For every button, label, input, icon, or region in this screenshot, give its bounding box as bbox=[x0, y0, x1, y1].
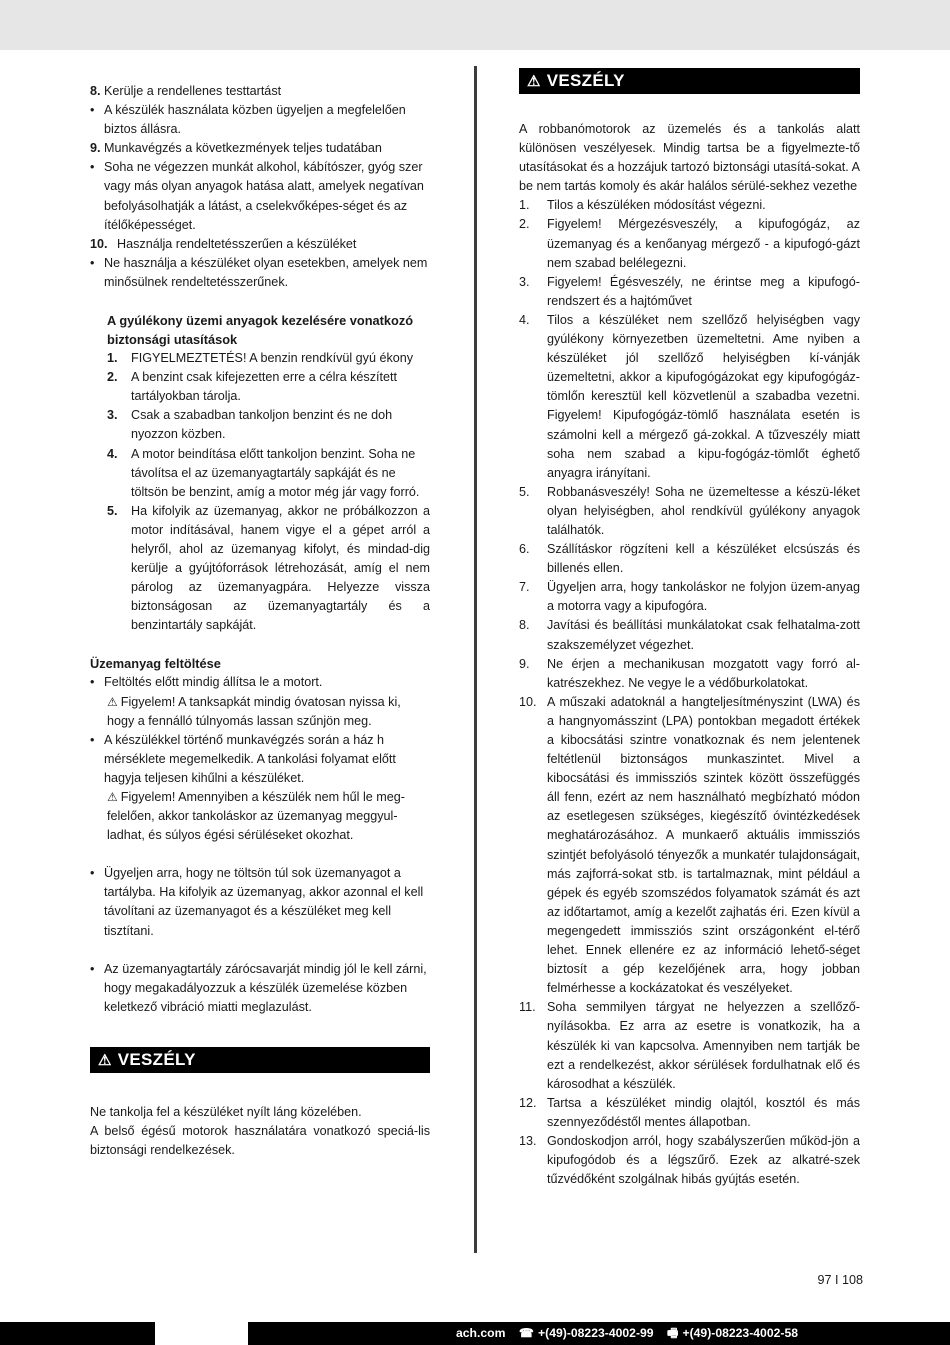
item-text: Csak a szabadban tankoljon benzint és ne doh nyozzon közben. bbox=[131, 408, 393, 442]
item-number: 6. bbox=[519, 542, 530, 557]
item-number: 12. bbox=[519, 1095, 537, 1110]
item-number: 1. bbox=[107, 351, 118, 366]
item-number: 9. bbox=[90, 141, 101, 156]
item-title: Kerülje a rendellenes testtartást bbox=[104, 84, 282, 98]
bullet-icon: • bbox=[90, 866, 95, 881]
item-text: Ne érjen a mechanikusan mozgatott vagy forró al-katrészekhez. Ne vegye le a védőburkolatokat. bbox=[547, 656, 860, 690]
list-item bbox=[519, 655, 860, 693]
item-text: Javítási és beállítási munkálatokat csak felhatalma-zott szakszemélyzet végezhet. bbox=[547, 618, 860, 652]
item-number: 5. bbox=[519, 484, 530, 499]
list-item bbox=[519, 540, 860, 578]
refuel-heading: Üzemanyag feltöltése bbox=[90, 656, 221, 672]
bullet-icon: • bbox=[90, 961, 95, 976]
danger-text: A belső égésű motorok használatára vonatkozó speciá-lis biztonsági rendelkezések. bbox=[90, 1124, 430, 1158]
list-item bbox=[90, 406, 430, 444]
phone-icon: ☎ bbox=[518, 1326, 535, 1340]
item-text: A benzint csak kifejezetten erre a célra készített tartályokban tárolja. bbox=[131, 370, 397, 404]
danger-title: VESZÉLY bbox=[117, 1049, 196, 1069]
item-number: 2. bbox=[107, 370, 118, 385]
item-title: Használja rendeltetésszerűen a készüléket bbox=[117, 236, 357, 251]
danger-intro: A robbanómotorok az üzemelés és a tankolás alatt különösen veszélyesek. Mindig tartsa be a figyelmezte-tő utasításokat és a hozzájuk tartozó biztonsági utasítá-sokat. A be nem tartás komoly és akár halálos sérülé-sekhez vezethe bbox=[519, 122, 860, 194]
fuel-safety-list bbox=[90, 349, 430, 635]
list-item bbox=[90, 502, 430, 636]
warning-triangle-icon: ⚠ bbox=[107, 694, 118, 709]
bullet-item bbox=[90, 731, 430, 788]
list-item bbox=[90, 368, 430, 406]
footer-fax: +(49)-08223-4002-58 bbox=[682, 1326, 798, 1340]
page-number: 97 I 108 bbox=[817, 1273, 863, 1287]
danger-box bbox=[90, 1047, 430, 1073]
item-text: Gondoskodjon arról, hogy szabályszerűen működ-jön a kipufogódob és a légszűrő. Ezek az alkatré-szek tűzvédőként szolgálnak hibás gyújtás esetén. bbox=[547, 1133, 860, 1187]
danger-box bbox=[519, 68, 860, 94]
bullet-text: Ne használja a készüléket olyan esetekben, amelyek nem minősülnek rendeltetésszerűnek. bbox=[104, 255, 428, 289]
item-number: 11. bbox=[519, 1000, 536, 1015]
list-item bbox=[519, 483, 860, 540]
bullet-icon: • bbox=[90, 103, 95, 118]
item-text: Figyelem! Mérgezésveszély, a kipufogógáz, az üzemanyag és a kenőanyag mérgező - a kipufogó-gázt nem szabad belélegezni. bbox=[547, 217, 860, 270]
footer-contact bbox=[446, 1325, 798, 1342]
bullet-text: Ügyeljen arra, hogy ne töltsön túl sok üzemanyagot a tartályba. Ha kifolyik az üzemanyag, akkor azonnal el kell távolítani az üzemanyagot és a készüléket meg kell tisztítani. bbox=[104, 866, 424, 938]
fax-icon: 🖷 bbox=[666, 1326, 679, 1340]
item-number: 7. bbox=[519, 580, 530, 595]
top-header-bar bbox=[0, 0, 950, 50]
warning-note bbox=[90, 788, 430, 845]
bullet-icon: • bbox=[90, 160, 95, 175]
list-item bbox=[519, 1094, 860, 1132]
bullet-text: Feltöltés előtt mindig állítsa le a motort. bbox=[104, 675, 323, 690]
list-item-10 bbox=[90, 235, 430, 254]
warning-text: Figyelem! Amennyiben a készülék nem hűl le meg-felelően, akkor tankoláskor az üzemanyag meggyul-ladhat, és súlyos égési sérüléseket okozhat. bbox=[107, 790, 405, 843]
bullet-item bbox=[90, 101, 430, 139]
engine-safety-list bbox=[519, 196, 860, 1189]
item-text: Szállításkor rögzíteni kell a készüléket elcsúszás és billenés ellen. bbox=[547, 542, 860, 576]
item-number: 3. bbox=[107, 408, 118, 423]
item-number: 8. bbox=[90, 84, 101, 98]
item-text: Robbanásveszély! Soha ne üzemeltesse a készü-léket olyan helyiségben, ahol rendkívül gyúlékony anyagok találhatók. bbox=[547, 484, 860, 537]
item-number: 2. bbox=[519, 217, 530, 232]
danger-title: VESZÉLY bbox=[546, 71, 625, 90]
list-item bbox=[519, 1132, 860, 1189]
item-number: 10. bbox=[90, 236, 108, 251]
item-number: 4. bbox=[107, 446, 118, 461]
left-column bbox=[90, 82, 430, 1160]
column-divider bbox=[474, 66, 477, 1253]
list-item bbox=[519, 311, 860, 483]
item-number: 13. bbox=[519, 1133, 537, 1148]
bullet-icon: • bbox=[90, 255, 95, 270]
warning-triangle-icon: ⚠ bbox=[527, 73, 541, 90]
warning-note bbox=[90, 693, 430, 731]
item-number: 4. bbox=[519, 312, 530, 327]
item-text: A motor beindítása előtt tankoljon benzint. Soha ne távolítsa el az üzemanyagtartály sapkáját és ne töltsön be benzint, amíg a motor még jár vagy forró. bbox=[131, 446, 420, 499]
list-item bbox=[519, 998, 860, 1093]
item-number: 5. bbox=[107, 503, 118, 518]
bullet-item bbox=[90, 254, 430, 292]
footer-logo-area bbox=[155, 1322, 248, 1345]
list-item bbox=[519, 196, 860, 215]
list-item bbox=[90, 349, 430, 368]
fuel-safety-heading: A gyúlékony üzemi anyagok kezelésére vonatkozó biztonsági utasítások bbox=[107, 313, 414, 348]
bullet-text: Soha ne végezzen munkát alkohol, kábítószer, gyóg szer vagy más olyan anyagok hatása alatt, amelyek negatívan befolyásolhatják a látást, a cselekvőképes-séget és az ítélőképességet. bbox=[104, 160, 424, 232]
warning-triangle-icon: ⚠ bbox=[98, 1051, 112, 1069]
item-title: Munkavégzés a következmények teljes tudatában bbox=[104, 141, 382, 156]
item-text: Ügyeljen arra, hogy tankoláskor ne folyjon üzem-anyag a motorra vagy a kipufogóra. bbox=[547, 580, 860, 614]
footer-phone: +(49)-08223-4002-99 bbox=[538, 1326, 654, 1340]
list-item bbox=[519, 273, 860, 311]
right-column bbox=[519, 68, 860, 1189]
item-number: 8. bbox=[519, 618, 530, 633]
list-item bbox=[519, 693, 860, 999]
list-item bbox=[90, 445, 430, 502]
item-text: Tilos a készüléket nem szellőző helyiségben vagy gyúlékony környezetben üzemeltetni. Ame nyiben a készüléket jól szellőző helyiségben kí-vánják üzemeltetni, akkor a kipufogógázokat egy kipufogógáz-tömlőn keresztül kell közvetlenül a szabadba vezetni. Figyelem! Kipufogógáz-tömlő használata esetén is számolni kell a mérgező gá-zokkal. A tűzveszély miatt soha nem szabad a kipu-fogógáz-tömlőt éghető anyagra irányítani. bbox=[547, 312, 860, 480]
warning-text: Figyelem! A tanksapkát mindig óvatosan nyissa ki, hogy a fennálló túlnyomás lassan szűnjön meg. bbox=[107, 694, 401, 728]
bullet-item bbox=[90, 960, 430, 1017]
item-number: 3. bbox=[519, 274, 530, 289]
bullet-text: A készülékkel történő munkavégzés során a ház h mérséklete megemelkedik. A tankolási folyamat előtt hagyja teljesen kihűlni a készüléket. bbox=[104, 732, 396, 785]
bullet-icon: • bbox=[90, 675, 95, 690]
item-text: Figyelem! Égésveszély, ne érintse meg a kipufogó-rendszert és a hajtóművet bbox=[547, 274, 860, 308]
list-item bbox=[519, 215, 860, 272]
item-text: Tartsa a készüléket mindig olajtól, kosztól és más szennyeződéstől mentes állapotban. bbox=[547, 1095, 860, 1129]
item-text: A műszaki adatoknál a hangteljesítményszint (LWA) és a hangnyomásszint (LPA) pontokban megadott értékek a kibocsátási szintre vonatkoznak és nem jelentenek feltétlenül biztonságos munkaszintet. Mivel a kibocsátási és immissziós szintek között összefüggés áll fenn, ezért az nem használható megbízható módon az esetlegesen szükséges, kiegészítő óvintézkedések meghatározásához. A munkaerő aktuális immissziós szintjét befolyásoló tényezők a munkatér tulajdonságait, más zajforrá-sokat stb. is tartalmaznak, mint például a gépek és egyéb szomszédos folyamatok számát és azt az időtartamot, amíg a kezelőt zajhatás éri. Ezen kívül a megengedett immissziós szint országonként el-térő lehet. Ennek ellenére ez az információ lehető-séget biztosít a gép kezelőjének arra, hogy jobban felmérhesse a kockázatokat és veszélyeket. bbox=[547, 694, 860, 996]
item-number: 9. bbox=[519, 656, 530, 671]
list-item-9 bbox=[90, 139, 430, 158]
bullet-text: Az üzemanyagtartály zárócsavarját mindig jól le kell zárni, hogy megakadályozzuk a készülék üzemelése közben keletkező vibráció miatti meglazulást. bbox=[104, 961, 427, 1014]
item-text: Soha semmilyen tárgyat ne helyezzen a szellőző-nyílásokba. Ez arra az esetre is vonatkozik, ha a készülék ki van kapcsolva. Amennyiben nem tartják be ezt a rendelkezést, akkor sérülések fordulhatnak elő és károsodhat a készülék. bbox=[547, 1000, 860, 1091]
bullet-item bbox=[90, 673, 430, 692]
item-number: 1. bbox=[519, 198, 530, 213]
list-item bbox=[519, 578, 860, 616]
footer-web[interactable]: ach.com bbox=[456, 1326, 506, 1340]
item-text: Tilos a készüléken módosítást végezni. bbox=[547, 198, 766, 213]
warning-triangle-icon: ⚠ bbox=[107, 790, 118, 804]
bullet-text: A készülék használata közben ügyeljen a megfelelően biztos állásra. bbox=[104, 103, 406, 137]
item-text: Ha kifolyik az üzemanyag, akkor ne próbálkozzon a motor indításával, hanem vigye el a gépet arról a helyről, ahol az üzemanyag kifolyt, és mindad-dig kerülje a gyújtóforrások létrehozását, amíg el nem párolog az üzemanyagpára. Helyezze vissza biztonságosan az üzemanyagtartály és a benzintartály sapkáját. bbox=[131, 503, 430, 633]
list-item bbox=[519, 616, 860, 654]
danger-text: Ne tankolja fel a készüléket nyílt láng közelében. bbox=[90, 1104, 362, 1119]
item-number: 10. bbox=[519, 694, 537, 709]
footer-bar bbox=[0, 1322, 950, 1345]
bullet-item bbox=[90, 158, 430, 234]
bullet-item bbox=[90, 864, 430, 940]
list-item-8 bbox=[90, 82, 430, 101]
item-text: FIGYELMEZTETÉS! A benzin rendkívül gyú ékony bbox=[131, 351, 414, 366]
bullet-icon: • bbox=[90, 732, 95, 747]
